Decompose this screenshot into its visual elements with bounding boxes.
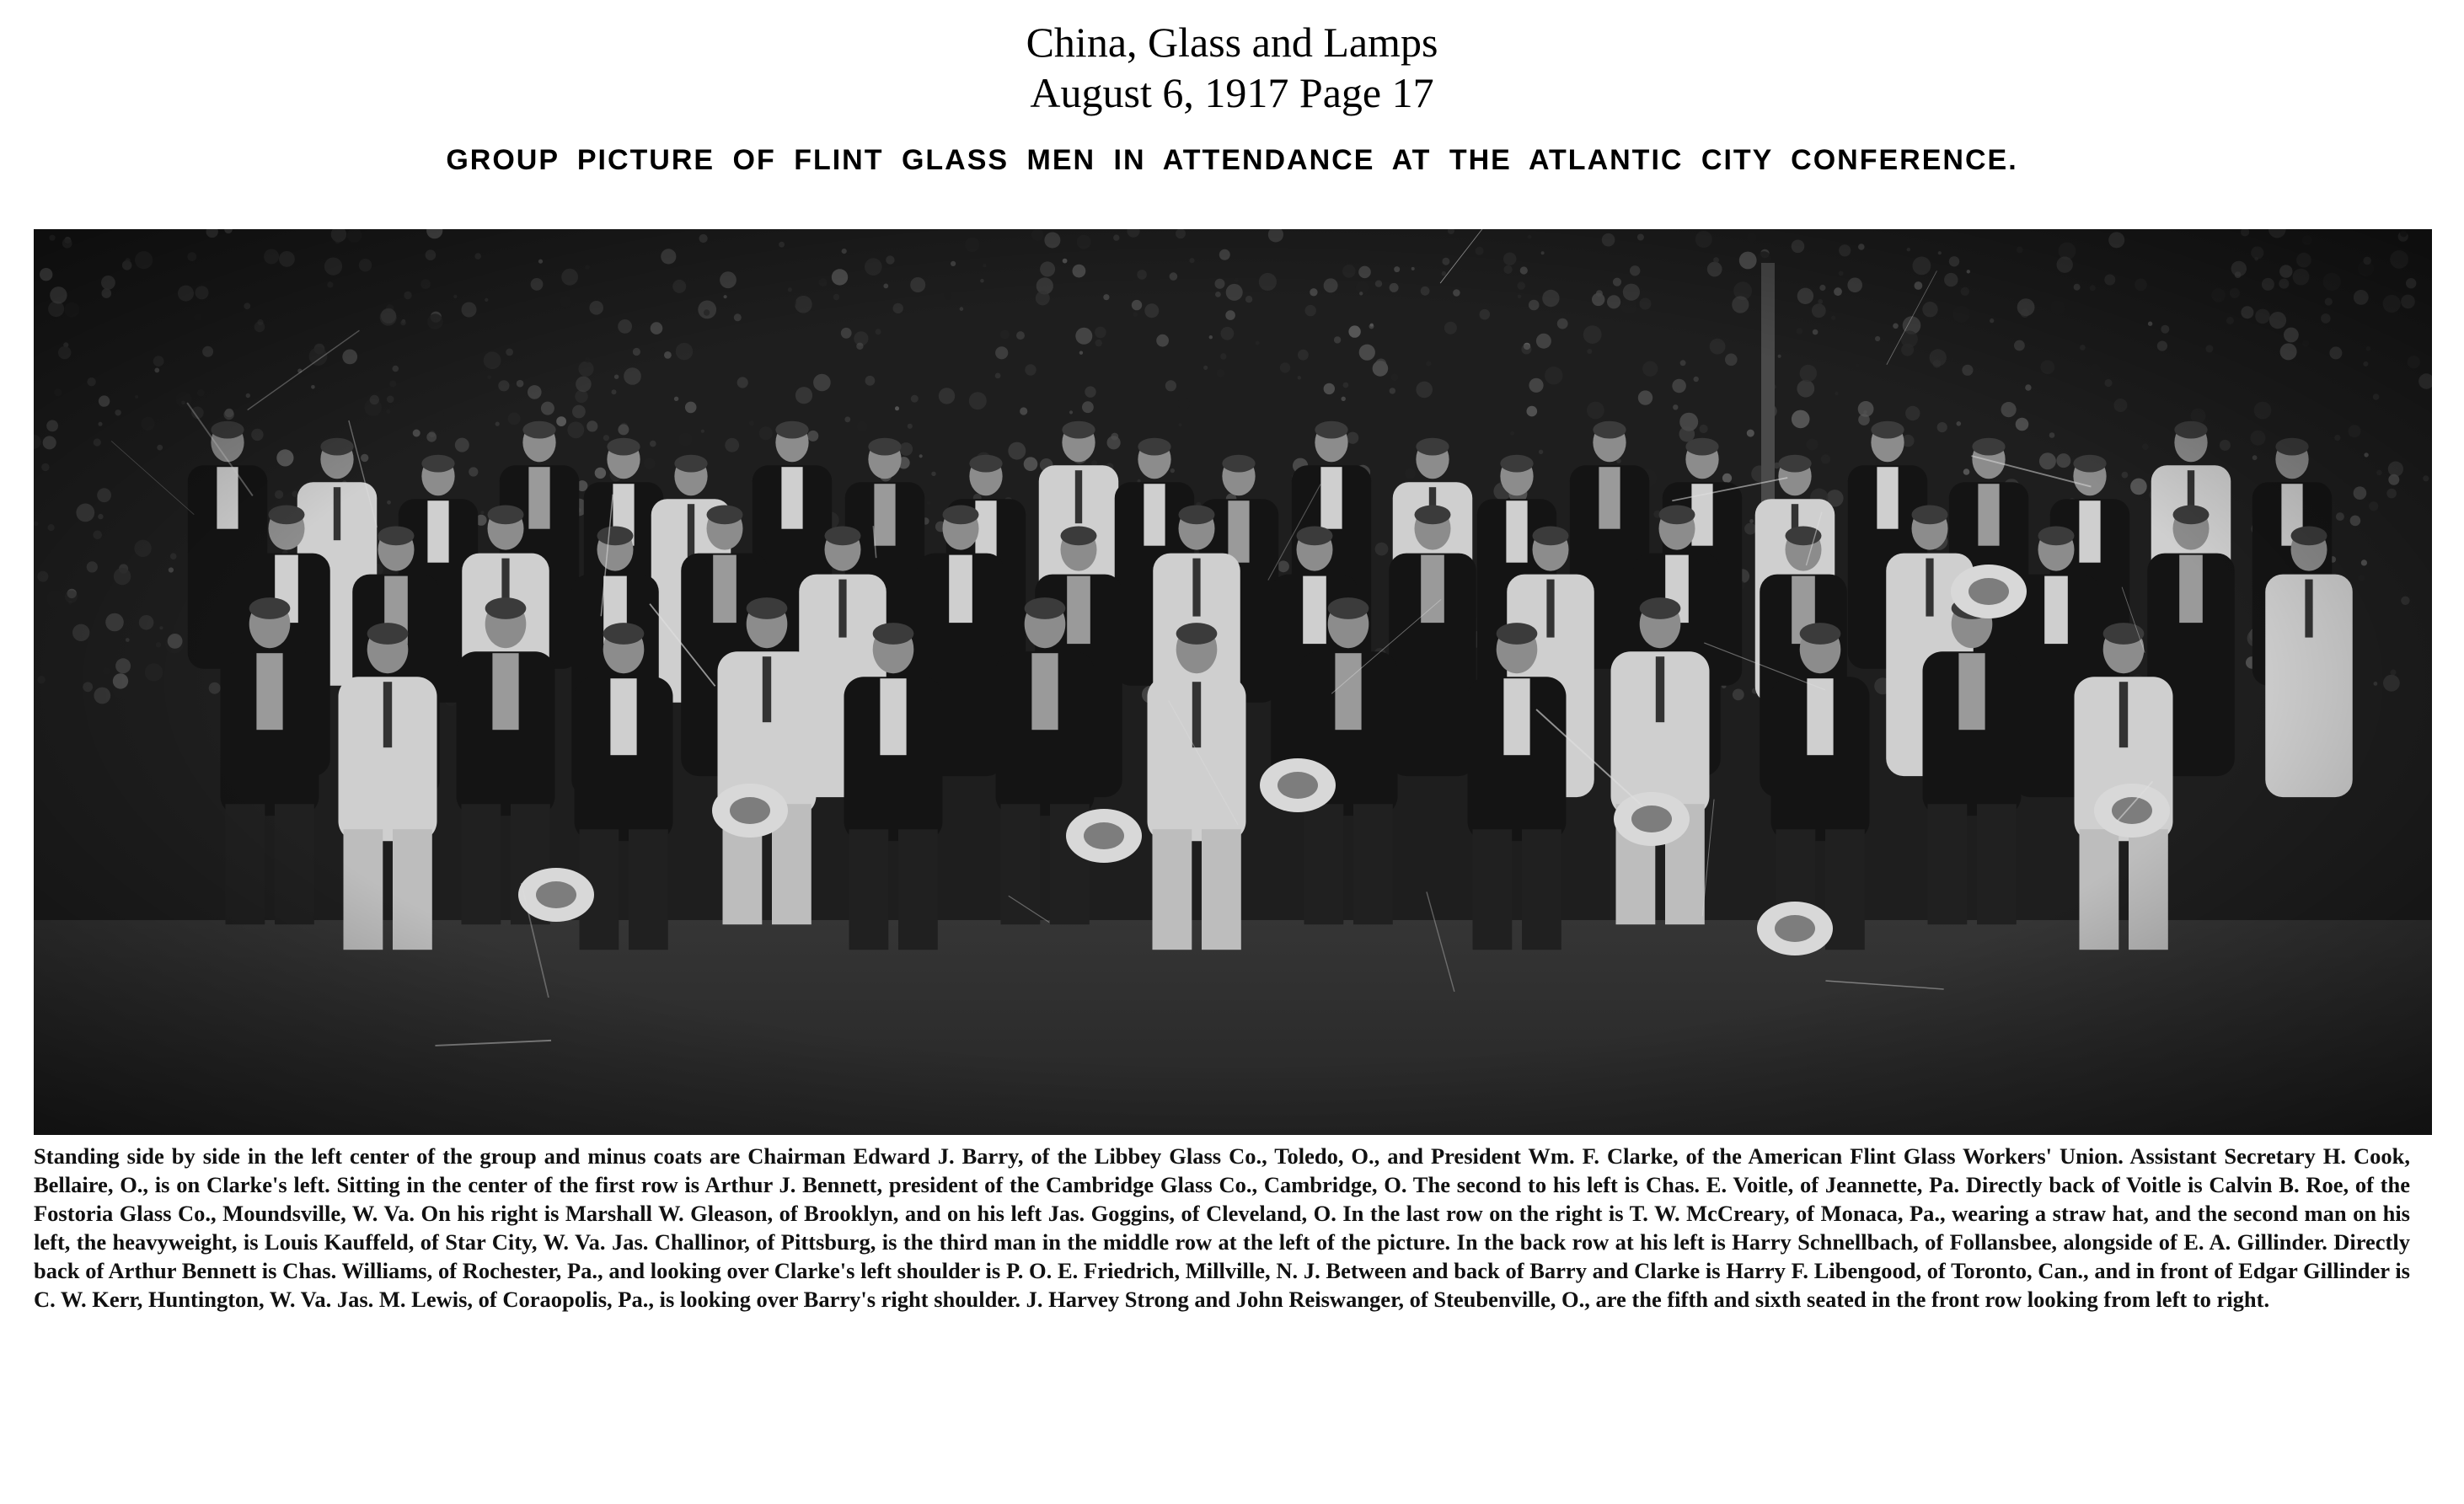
group-photograph-illustration (34, 229, 2432, 1135)
group-photograph (34, 229, 2432, 1135)
publication-date-line: August 6, 1917 Page 17 (1030, 69, 1434, 116)
article-headline: GROUP PICTURE OF FLINT GLASS MEN IN ATTENDANCE AT THE ATLANTIC CITY CONFERENCE. (446, 144, 2018, 176)
publication-title: China, Glass and Lamps (1026, 19, 1438, 66)
photo-caption: Standing side by side in the left center of the group and minus coats are Chairman Edward J. Barry, of the Libbey Glass Co., Toledo, O., and President Wm. F. Clarke, of the American Flint Glass Workers' Union. Assistant Secretary H. Cook, Bellaire, O., is on Clarke's left. Sitting in the center of the first row is Arthur J. Bennett, president of the Cambridge Glass Co., Cambridge, O. The second to his left is Chas. E. Voitle, of Jeannette, Pa. Directly back of Voitle is Calvin B. Roe, of the Fostoria Glass Co., Moundsville, W. Va. On his right is Marshall W. Gleason, of Brooklyn, and on his left Jas. Goggins, of Cleveland, O. In the last row on the right is T. W. McCreary, of Monaca, Pa., wearing a straw hat, and the second man on his left, the heavyweight, is Louis Kauffeld, of Star City, W. Va. Jas. Challinor, of Pittsburg, is the third man in the middle row at the left of the picture. In the back row at his left is Harry Schnellbach, of Follansbee, alongside of E. A. Gillinder. Directly back of Arthur Bennett is Chas. Williams, of Rochester, Pa., and looking over Clarke's left shoulder is P. O. E. Friedrich, Millville, N. J. Between and back of Barry and Clarke is Harry F. Libengood, of Toronto, Can., and in front of Edgar Gillinder is C. W. Kerr, Huntington, W. Va. Jas. M. Lewis, of Coraopolis, Pa., is looking over Barry's right shoulder. J. Harvey Strong and John Reiswanger, of Steubenville, O., are the fifth and sixth seated in the front row looking from left to right. (34, 1143, 2410, 1312)
publication-header (0, 17, 2464, 118)
